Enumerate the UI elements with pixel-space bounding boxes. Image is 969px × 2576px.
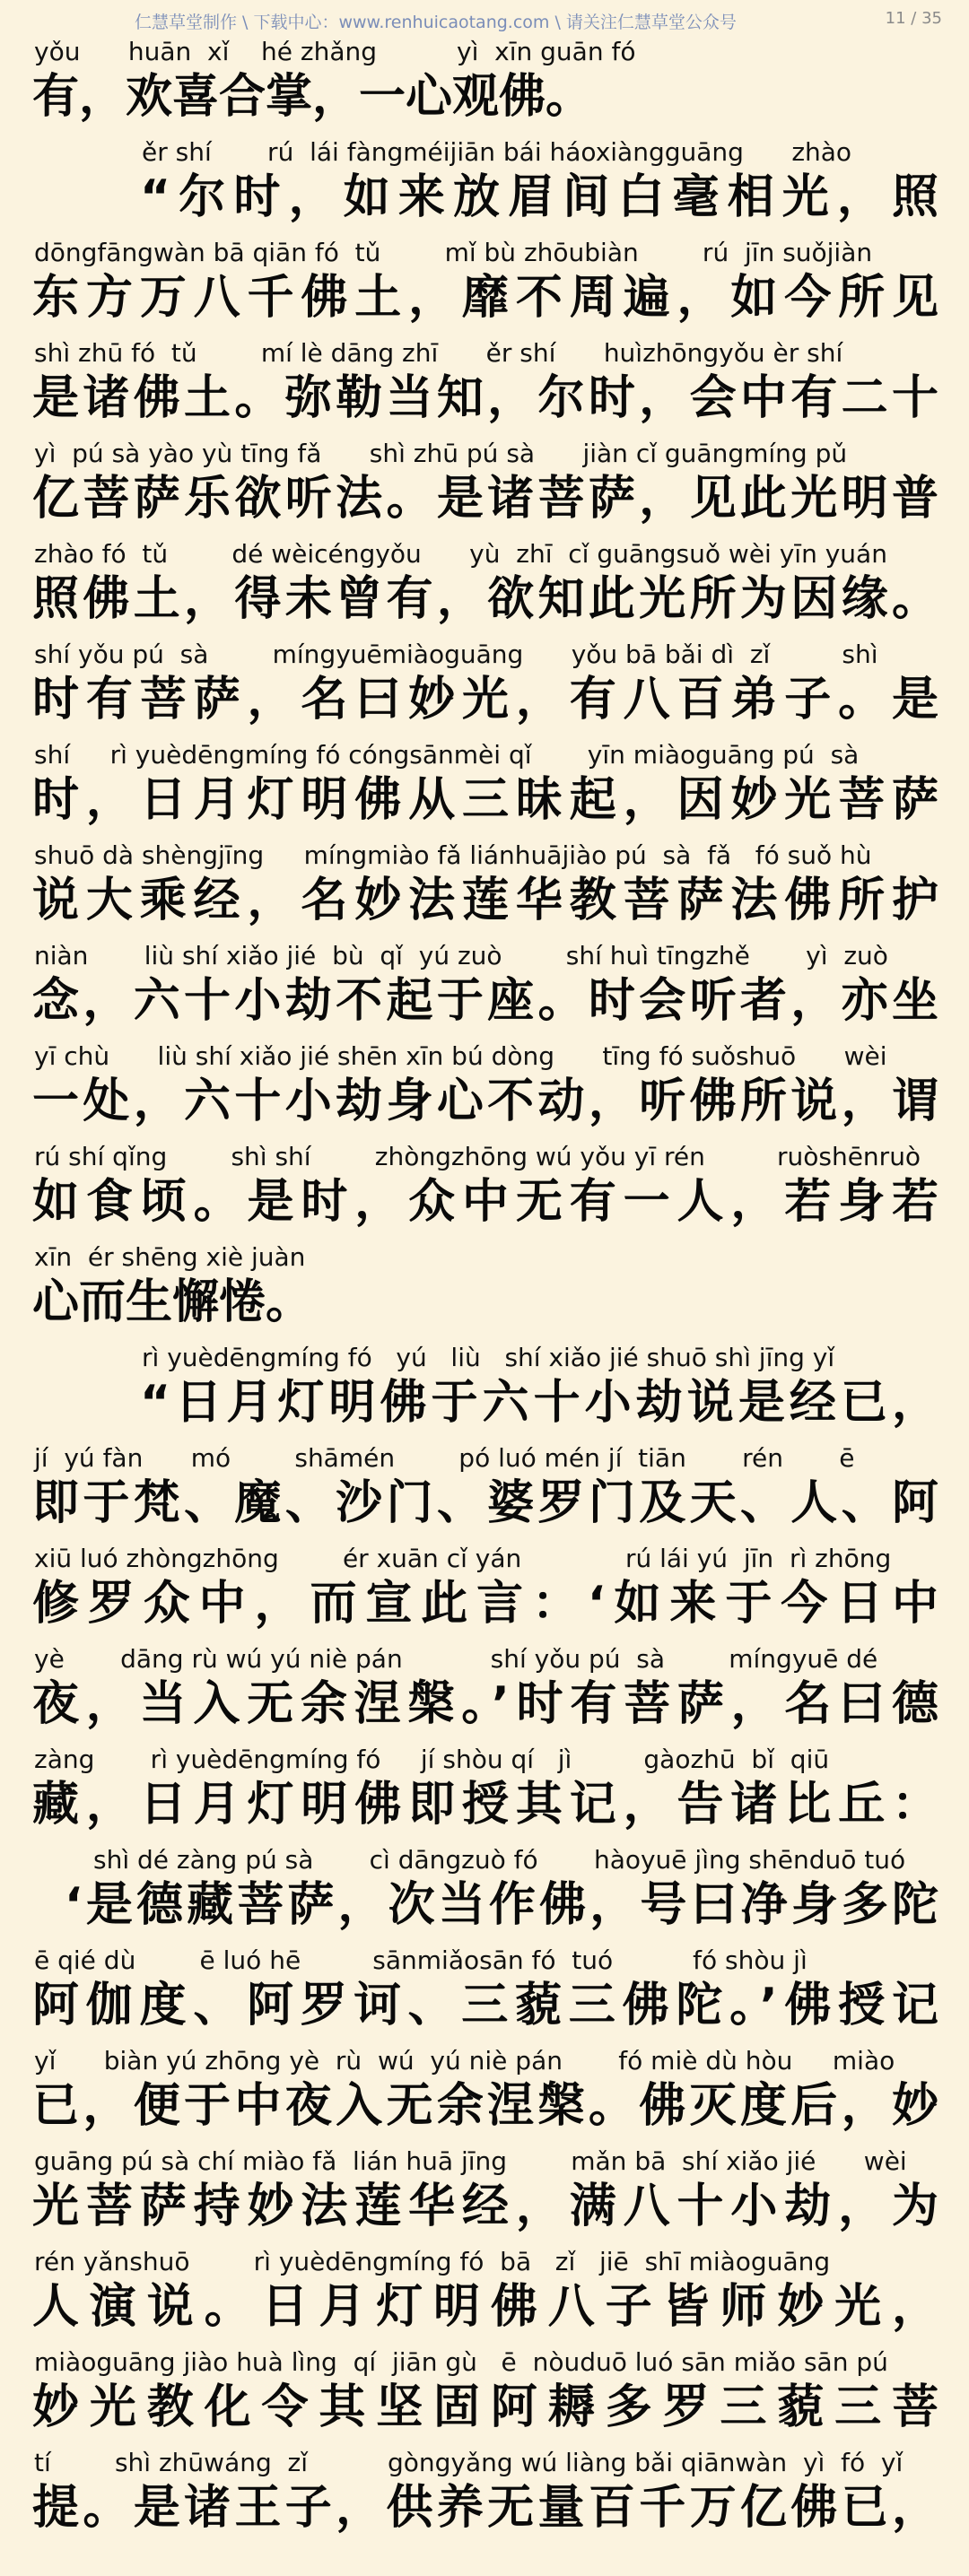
header-credit: 仁慧草堂制作 \ 下载中心：www.renhuicaotang.com \ 请关注仁慧草堂公众号: [135, 13, 737, 32]
hanzi-line: 是诸佛土。弥勒当知，尔时，会中有二十: [32, 371, 938, 425]
pinyin-line: niàn liù shí xiǎo jié bù qǐ yú zuò shí huì tīngzhě yì zuò: [34, 941, 888, 970]
pinyin-line: rén yǎnshuō rì yuèdēngmíng fó bā zǐ jiē shī miàoguāng: [34, 2247, 831, 2276]
text-line: [0, 429, 969, 529]
pinyin-line: shì zhū fó tǔ mí lè dāng zhī ěr shí huìzhōngyǒu èr shí: [34, 338, 843, 368]
pinyin-line: xīn ér shēng xiè juàn: [34, 1242, 306, 1272]
hanzi-line: 一处，六十小劫身心不动，听佛所说，谓: [32, 1075, 938, 1128]
pinyin-line: yī chù liù shí xiǎo jié shēn xīn bú dòng tīng fó suǒshuō wèi: [34, 1041, 887, 1071]
text-line: [0, 1634, 969, 1735]
pinyin-line: guāng pú sà chí miào fǎ lián huā jīng mǎn bā shí xiǎo jié wèi: [34, 2146, 907, 2176]
pinyin-line: jí yú fàn mó shāmén pó luó mén jí tiān rén ē: [34, 1443, 855, 1473]
hanzi-line: 心而生懈惓。: [32, 1275, 313, 1329]
text-line: [0, 1433, 969, 1534]
text-line: [0, 2438, 969, 2538]
hanzi-line: 已，便于中夜入无余涅槃。佛灭度后，妙: [32, 2079, 938, 2133]
hanzi-line: “日月灯明佛于六十小劫说是经已，: [140, 1376, 938, 1430]
pinyin-line: zhào fó tǔ dé wèicéngyǒu yù zhī cǐ guāngsuǒ wèi yīn yuán: [34, 539, 887, 569]
text-line: [0, 931, 969, 1031]
hanzi-line: 修罗众中，而宣此言：‘如来于今日中: [32, 1577, 938, 1631]
hanzi-line: 妙光教化令其坚固阿耨多罗三藐三菩: [32, 2380, 938, 2434]
text-line: [0, 228, 969, 328]
scripture-text: [0, 27, 969, 2538]
hanzi-line: 如食顷。是时，众中无有一人，若身若: [32, 1175, 938, 1229]
text-line: [0, 1735, 969, 1835]
pinyin-line: ěr shí rú lái fàngméijiān bái háoxiàngguāng zhào: [142, 137, 852, 167]
text-line: [0, 831, 969, 931]
pinyin-line: yǐ biàn yú zhōng yè rù wú yú niè pán fó miè dù hòu miào: [34, 2046, 895, 2076]
text-line: [0, 1936, 969, 2036]
text-line: [0, 730, 969, 831]
hanzi-line: 说大乘经，名妙法莲华教菩萨法佛所护: [32, 874, 938, 927]
pinyin-line: yǒu huān xǐ hé zhǎng yì xīn guān fó: [34, 37, 636, 66]
text-line: [0, 2237, 969, 2337]
pinyin-line: yè dāng rù wú yú niè pán shí yǒu pú sà míngyuē dé: [34, 1644, 878, 1674]
pinyin-line: shuō dà shèngjīng míngmiào fǎ liánhuājiào pú sà fǎ fó suǒ hù: [34, 840, 872, 870]
hanzi-line: 照佛土，得未曾有，欲知此光所为因缘。: [32, 572, 938, 626]
text-line: [0, 2337, 969, 2438]
hanzi-line: 时有菩萨，名曰妙光，有八百弟子。是: [32, 673, 938, 727]
text-line: [0, 630, 969, 730]
hanzi-line: 时，日月灯明佛从三昧起，因妙光菩萨: [32, 773, 938, 827]
pinyin-line: ē qié dù ē luó hē sānmiǎosān fó tuó fó shòu jì: [34, 1945, 808, 1975]
hanzi-line: ‘是德藏菩萨，次当作佛，号曰净身多陀: [65, 1878, 938, 1932]
pinyin-line: shí yǒu pú sà míngyuēmiàoguāng yǒu bā bǎi dì zǐ shì: [34, 640, 878, 669]
pinyin-line: xiū luó zhòngzhōng ér xuān cǐ yán rú lái yú jīn rì zhōng: [34, 1544, 892, 1573]
hanzi-line: 光菩萨持妙法莲华经，满八十小劫，为: [32, 2180, 938, 2233]
pinyin-line: shí rì yuèdēngmíng fó cóngsānmèi qǐ yīn miàoguāng pú sà: [34, 740, 860, 770]
pinyin-line: zàng rì yuèdēngmíng fó jí shòu qí jì gàozhū bǐ qiū: [34, 1745, 830, 1774]
hanzi-line: 阿伽度、阿罗诃、三藐三佛陀。’佛授记: [32, 1979, 938, 2032]
hanzi-line: 提。是诸王子，供养无量百千万亿佛已，: [32, 2481, 938, 2535]
text-line: [0, 1534, 969, 1634]
pinyin-line: rì yuèdēngmíng fó yú liù shí xiǎo jié shuō shì jīng yǐ: [142, 1343, 835, 1372]
hanzi-line: 有，欢喜合掌，一心观佛。: [32, 70, 593, 124]
text-line: [0, 529, 969, 630]
text-line: [0, 1232, 969, 1333]
hanzi-line: 即于梵、魔、沙门、婆罗门及天、人、阿: [32, 1476, 938, 1530]
text-line: [0, 127, 969, 228]
pinyin-line: miàoguāng jiào huà lìng qí jiān gù ē nòuduō luó sān miǎo sān pú: [34, 2347, 888, 2377]
text-line: [0, 328, 969, 429]
pinyin-line: rú shí qǐng shì shí zhòngzhōng wú yǒu yī rén ruòshēnruò: [34, 1142, 921, 1171]
page-number: 11 / 35: [885, 9, 942, 28]
text-line: [0, 2137, 969, 2237]
hanzi-line: 念，六十小劫不起于座。时会听者，亦坐: [32, 974, 938, 1028]
hanzi-line: “尔时，如来放眉间白毫相光，照: [140, 170, 938, 224]
pinyin-line: yì pú sà yào yù tīng fǎ shì zhū pú sà jiàn cǐ guāngmíng pǔ: [34, 439, 848, 468]
text-line: [0, 1132, 969, 1232]
hanzi-line: 藏，日月灯明佛即授其记，告诸比丘：: [32, 1778, 938, 1832]
text-line: [0, 1835, 969, 1936]
hanzi-line: 亿菩萨乐欲听法。是诸菩萨，见此光明普: [32, 472, 938, 526]
hanzi-line: 人演说。日月灯明佛八子皆师妙光，: [32, 2280, 938, 2334]
text-line: [0, 1031, 969, 1132]
hanzi-line: 东方万八千佛土，靡不周遍，如今所见: [32, 271, 938, 325]
pinyin-line: shì dé zàng pú sà cì dāngzuò fó hàoyuē jìng shēnduō tuó: [93, 1845, 906, 1875]
text-line: [0, 27, 969, 127]
text-line: [0, 1333, 969, 1433]
pinyin-line: dōngfāngwàn bā qiān fó tǔ mǐ bù zhōubiàn rú jīn suǒjiàn: [34, 238, 873, 267]
pinyin-line: tí shì zhūwáng zǐ gòngyǎng wú liàng bǎi qiānwàn yì fó yǐ: [34, 2448, 904, 2477]
hanzi-line: 夜，当入无余涅槃。’时有菩萨，名曰德: [32, 1677, 938, 1731]
text-line: [0, 2036, 969, 2137]
